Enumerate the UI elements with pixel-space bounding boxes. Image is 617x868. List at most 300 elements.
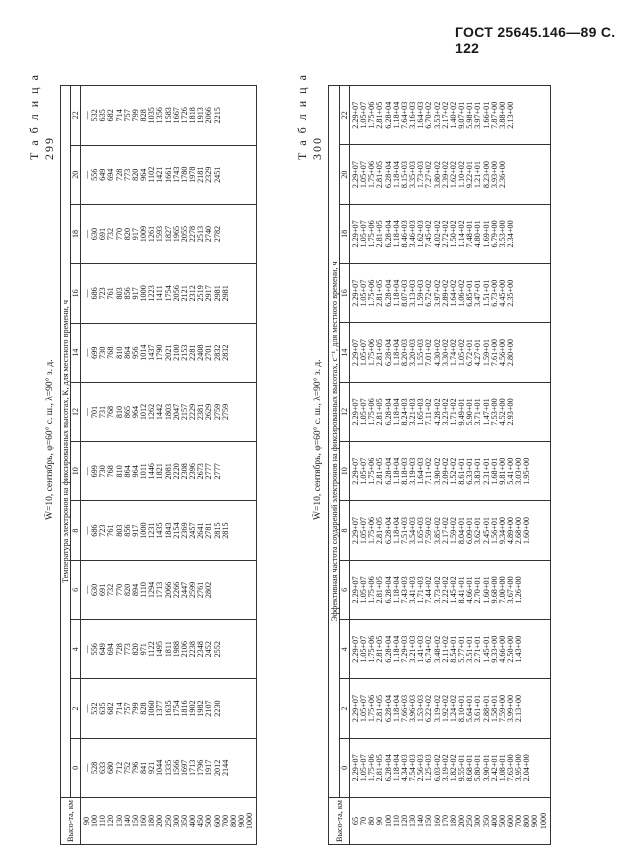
cell-value: 2.70+01 <box>473 576 483 604</box>
data-column <box>350 679 551 738</box>
cell-value: 2.04+00 <box>522 754 532 782</box>
cell-value: 9.34+00 <box>497 516 507 545</box>
cell-value: 7.59+02 <box>424 516 434 545</box>
cell-value: 1635 <box>163 700 173 717</box>
height-value: 140 <box>416 814 426 828</box>
data-column <box>81 86 257 146</box>
cell-value: 1.05+07 <box>359 576 369 604</box>
cell-value: 1014 <box>139 344 149 361</box>
cell-value: 856 <box>122 287 132 300</box>
cell-value: 1661 <box>163 166 173 183</box>
cell-value: 1913 <box>196 107 206 124</box>
cell-value: 1.26+00 <box>514 576 524 604</box>
cell-value: 4.02+02 <box>432 220 442 248</box>
cell-value: 964 <box>139 168 149 181</box>
cell-value: 1110 <box>139 582 149 598</box>
cell-value: 810 <box>114 465 124 478</box>
hour-header: 20 <box>340 145 350 204</box>
cell-value: 2.81+05 <box>375 635 385 663</box>
cell-value: 1.74+02 <box>448 338 458 367</box>
data-column <box>81 382 257 441</box>
height-value: 500 <box>204 814 214 828</box>
cell-value: 2552 <box>212 641 222 658</box>
cell-value: 796 <box>130 761 140 774</box>
cell-value: 2100 <box>171 344 181 361</box>
cell-value: 1.65+03 <box>416 398 426 426</box>
cell-value: 8.24+03 <box>399 398 409 426</box>
hour-header: 8 <box>340 501 350 560</box>
cell-value: 2599 <box>188 581 198 599</box>
cell-value: 6.28+04 <box>383 279 393 307</box>
table-299-label: Т а б л и ц а 299 <box>27 73 56 160</box>
cell-value: 730 <box>98 346 108 359</box>
cell-value: 2761 <box>196 581 206 599</box>
cell-value: 2519 <box>196 285 206 302</box>
cell-value: 2.81+05 <box>375 101 385 129</box>
cell-value: 7.53+00 <box>489 398 499 426</box>
cell-value: 820 <box>130 643 140 656</box>
cell-value: 3.53+02 <box>432 101 442 129</box>
cell-value: 1.43+00 <box>514 635 524 663</box>
height-value: 350 <box>179 814 189 828</box>
cell-value: 2408 <box>196 344 206 361</box>
cell-value: 1821 <box>155 463 165 480</box>
cell-value: 7.27+02 <box>424 161 434 189</box>
cell-value: 1.62+02 <box>448 161 458 189</box>
height-value: 400 <box>489 814 499 828</box>
cell-value: 841 <box>139 761 149 774</box>
cell-value: 3.20+03 <box>408 338 418 367</box>
cell-value: 1.18+04 <box>391 576 401 604</box>
cell-value: 3.83+01 <box>473 457 483 485</box>
cell-value: 2157 <box>179 403 189 421</box>
cell-value: 5.64+01 <box>465 694 475 723</box>
cell-value: 2452 <box>204 641 214 658</box>
cell-value: 2266 <box>171 581 181 599</box>
data-column <box>350 560 551 619</box>
cell-value: 3.73+02 <box>432 576 442 604</box>
cell-value: 1.18+04 <box>391 457 401 485</box>
cell-value: 2.29+07 <box>351 754 360 782</box>
cell-value: 1.18+04 <box>391 635 401 663</box>
cell-value: 2230 <box>212 700 222 717</box>
cell-value: 2066 <box>163 581 173 599</box>
cell-value: 1754 <box>163 285 173 302</box>
cell-value: 6.22+02 <box>424 694 434 723</box>
cell-value: 799 <box>130 109 140 122</box>
cell-value: 1.75+06 <box>367 516 377 545</box>
cell-value: — <box>82 111 91 120</box>
cell-value: 1.60+01 <box>481 576 491 604</box>
cell-value: 917 <box>130 524 140 537</box>
cell-value: 6.28+04 <box>383 516 393 545</box>
cell-value: 917 <box>130 227 140 241</box>
cell-value: 1.18+04 <box>391 161 401 189</box>
cell-value: 1.92+02 <box>440 694 450 723</box>
cell-value: 2.29+07 <box>351 101 360 129</box>
cell-value: 1223 <box>147 285 157 302</box>
hour-header: 2 <box>340 679 350 738</box>
hour-header: 10 <box>340 442 350 501</box>
cell-value: 810 <box>114 405 124 419</box>
data-column <box>350 264 551 323</box>
cell-value: 2.29+07 <box>351 457 360 485</box>
cell-value: 1726 <box>179 107 189 124</box>
cell-value: 2.17+02 <box>440 516 450 545</box>
data-column <box>350 501 551 560</box>
cell-value: 6.03+02 <box>432 754 442 782</box>
cell-value: 3.95+00 <box>514 754 524 782</box>
cell-value: 1.18+04 <box>391 279 401 307</box>
cell-value: 1.55+03 <box>416 338 426 367</box>
cell-value: 1803 <box>163 403 173 421</box>
cell-value: 7.66+03 <box>399 694 409 723</box>
height-value: 80 <box>367 816 377 826</box>
height-value: 800 <box>522 814 532 828</box>
cell-value: 1.64+02 <box>448 279 458 307</box>
cell-value: 1.75+06 <box>367 101 377 129</box>
cell-value: 1012 <box>139 403 149 421</box>
cell-value: 2047 <box>171 403 181 421</box>
cell-value: — <box>82 704 91 713</box>
cell-value: 7.48+01 <box>465 220 475 248</box>
cell-value: 2369 <box>179 522 189 539</box>
cell-value: 956 <box>130 346 140 359</box>
cell-value: 2.13+00 <box>514 694 524 723</box>
cell-value: 2451 <box>212 166 222 183</box>
cell-value: 2513 <box>196 225 206 243</box>
height-value: 110 <box>98 815 108 827</box>
data-column <box>350 204 551 263</box>
cell-value: 2.34+00 <box>505 220 515 248</box>
cell-value: 2629 <box>204 403 214 421</box>
cell-value: 2.81+05 <box>375 694 385 723</box>
cell-value: 701 <box>90 405 100 419</box>
cell-value: 6.73+00 <box>489 279 499 307</box>
cell-value: 2673 <box>196 463 206 480</box>
cell-value: 9.49+01 <box>457 398 467 426</box>
cell-value: 2981 <box>220 285 230 302</box>
cell-value: 1.21+01 <box>473 161 483 189</box>
cell-value: 649 <box>98 168 108 181</box>
cell-value: — <box>82 763 91 772</box>
cell-value: 2781 <box>204 522 214 539</box>
cell-value: 2.39+02 <box>440 161 450 189</box>
cell-value: 2641 <box>196 522 206 539</box>
cell-value: 7.01+02 <box>424 338 434 367</box>
cell-value: 2012 <box>212 759 222 777</box>
cell-value: 3.35+03 <box>408 161 418 189</box>
cell-value: 1060 <box>147 700 157 717</box>
cell-value: 6.28+04 <box>383 754 393 782</box>
height-column <box>81 798 257 845</box>
hour-header: 12 <box>340 382 350 441</box>
cell-value: 8.23+00 <box>481 161 491 189</box>
cell-value: 761 <box>106 524 116 537</box>
cell-value: 8.68+01 <box>465 754 475 782</box>
cell-value: 8.54+01 <box>448 635 458 663</box>
cell-value: 8.07+03 <box>399 279 409 307</box>
height-value: 600 <box>212 814 222 828</box>
cell-value: 2.36+00 <box>497 161 507 189</box>
cell-value: 1827 <box>163 225 173 243</box>
cell-value: 3.53+00 <box>497 220 507 248</box>
hour-header: 6 <box>71 560 81 619</box>
cell-value: 2.29+07 <box>351 398 360 426</box>
data-column <box>81 323 257 382</box>
cell-value: 2.81+05 <box>375 279 385 307</box>
cell-value: 1.05+07 <box>359 220 369 248</box>
page-header: ГОСТ 25645.146—89 С. 122 <box>455 24 616 56</box>
cell-value: 1.25+03 <box>424 754 434 782</box>
cell-value: 1.14+02 <box>457 220 467 248</box>
cell-value: 3.47+01 <box>473 279 483 307</box>
cell-value: 1.05+07 <box>359 457 369 485</box>
cell-value: 1356 <box>155 107 165 124</box>
cell-value: 3.54+03 <box>408 516 418 545</box>
cell-value: 2106 <box>179 641 189 658</box>
table-300-title: W̄=10, сентябрь, φ=60° с. ш., λ=90° з. д. <box>313 359 323 520</box>
cell-value: 2238 <box>188 641 198 658</box>
data-column <box>81 560 257 619</box>
cell-value: 1000 <box>139 285 149 302</box>
cell-value: 2.29+07 <box>351 279 360 307</box>
cell-value: 682 <box>106 702 116 715</box>
height-value: 200 <box>457 814 467 828</box>
cell-value: 1009 <box>139 225 149 243</box>
height-value: 400 <box>188 814 198 828</box>
cell-value: 6.72+01 <box>465 338 475 367</box>
cell-value: 680 <box>106 761 116 774</box>
cell-value: 2.81+05 <box>375 516 385 545</box>
cell-value: — <box>82 467 91 476</box>
cell-value: 2220 <box>171 463 181 480</box>
cell-value: 7.54+03 <box>408 754 418 782</box>
cell-value: 2056 <box>171 285 181 302</box>
height-value: 170 <box>440 814 450 828</box>
cell-value: 2759 <box>212 403 222 421</box>
cell-value: 1.05+07 <box>359 101 369 129</box>
cell-value: 3.62+01 <box>473 516 483 545</box>
data-column <box>81 264 257 323</box>
cell-value: 3.90+01 <box>481 754 491 782</box>
hour-header: 16 <box>71 264 81 323</box>
cell-value: 828 <box>139 109 149 122</box>
cell-value: 2144 <box>220 759 230 777</box>
cell-value: 1.05+07 <box>359 279 369 307</box>
data-column <box>350 86 551 145</box>
cell-value: 7.63+00 <box>505 754 515 782</box>
cell-value: 3.19+02 <box>440 754 450 782</box>
cell-value: 3.21+03 <box>408 635 418 663</box>
cell-value: 6.70+02 <box>424 101 434 129</box>
cell-value: 691 <box>98 583 108 597</box>
cell-value: 1978 <box>188 166 198 183</box>
rotated-content <box>25 50 580 850</box>
cell-value: 5.90+01 <box>465 398 475 426</box>
cell-value: 1566 <box>171 759 181 777</box>
cell-value: 1261 <box>147 225 157 243</box>
cell-value: 1697 <box>179 759 189 777</box>
rotated-sheet <box>25 50 580 850</box>
cell-value: 8.46+03 <box>399 220 409 248</box>
cell-value: 1035 <box>147 107 157 124</box>
cell-value: 6.85+01 <box>465 279 475 307</box>
cell-value: 2.93+00 <box>505 398 515 426</box>
cell-value: 6.28+04 <box>383 220 393 248</box>
height-value: 100 <box>90 814 100 828</box>
cell-value: 1.59+03 <box>416 279 426 307</box>
cell-value: 7.61+00 <box>489 338 499 367</box>
cell-value: 2.29+07 <box>351 576 360 604</box>
cell-value: 1.52+02 <box>448 457 458 485</box>
cell-value: 691 <box>98 227 108 241</box>
cell-value: 1.18+04 <box>391 754 401 782</box>
cell-value: 1.05+07 <box>359 338 369 367</box>
cell-value: 1713 <box>188 759 198 777</box>
cell-value: 3.85+02 <box>432 516 442 545</box>
cell-value: 2154 <box>171 522 181 539</box>
cell-value: 964 <box>130 405 140 419</box>
cell-value: 2.88+01 <box>481 694 491 723</box>
height-value: 1000 <box>538 812 548 830</box>
cell-value: — <box>82 585 91 595</box>
cell-value: 6.79+00 <box>489 220 499 248</box>
cell-value: 1.75+06 <box>367 457 377 485</box>
cell-value: 1377 <box>155 700 165 717</box>
cell-value: 714 <box>114 702 124 715</box>
cell-value: 1982 <box>196 700 206 717</box>
data-column <box>350 382 551 441</box>
hour-header: 14 <box>71 323 81 382</box>
cell-value: 2.80+00 <box>505 338 515 367</box>
data-column <box>350 323 551 382</box>
cell-value: 757 <box>122 109 132 122</box>
cell-value: 2066 <box>204 107 214 124</box>
cell-value: 3.30+02 <box>440 338 450 367</box>
cell-value: 2.81+05 <box>375 457 385 485</box>
cell-value: 803 <box>114 524 124 537</box>
cell-value: 1583 <box>163 107 173 124</box>
cell-value: 2.31+01 <box>481 457 491 485</box>
cell-value: 2.29+07 <box>351 161 360 189</box>
cell-value: 2.29+07 <box>351 635 360 663</box>
cell-value: 3.61+01 <box>473 694 483 723</box>
cell-value: 770 <box>114 583 124 597</box>
height-value: 600 <box>505 814 515 828</box>
cell-value: 1.10+02 <box>457 161 467 189</box>
cell-value: 1713 <box>155 581 165 599</box>
cell-value: 1.45+02 <box>448 576 458 604</box>
cell-value: 773 <box>122 643 132 656</box>
height-value: 900 <box>530 814 540 828</box>
cell-value: 3.88+00 <box>497 101 507 129</box>
cell-value: 9.22+01 <box>465 161 475 189</box>
cell-value: 820 <box>122 583 132 597</box>
cell-value: 5.41+00 <box>505 457 515 485</box>
cell-value: 2.09+02 <box>440 457 450 485</box>
cell-value: 3.48+02 <box>432 635 442 663</box>
cell-value: 1.71+03 <box>416 576 426 604</box>
cell-value: 2229 <box>188 403 198 421</box>
cell-value: 1667 <box>171 107 181 124</box>
cell-value: 1.75+06 <box>367 635 377 663</box>
cell-value: 2348 <box>196 641 206 658</box>
cell-value: 1816 <box>179 700 189 717</box>
cell-value: 2740 <box>204 225 214 243</box>
table-300 <box>328 85 551 845</box>
cell-value: 2055 <box>179 225 189 243</box>
cell-value: 2081 <box>163 463 173 480</box>
cell-value: 9.33+00 <box>489 635 499 663</box>
cell-value: 1.71+02 <box>448 398 458 426</box>
cell-value: 1.06+02 <box>457 279 467 307</box>
cell-value: 3.99+00 <box>505 694 515 723</box>
cell-value: 7.11+02 <box>424 398 434 426</box>
cell-value: 731 <box>98 405 108 419</box>
data-column <box>350 442 551 501</box>
cell-value: 1.64+03 <box>416 101 426 129</box>
cell-value: 768 <box>106 346 116 359</box>
cell-value: 1011 <box>139 463 149 480</box>
cell-value: 820 <box>130 168 140 181</box>
cell-value: 1122 <box>147 641 157 658</box>
cell-value: 714 <box>114 109 124 122</box>
height-value: 70 <box>359 816 369 826</box>
height-value: 90 <box>375 816 385 826</box>
cell-value: 1.18+04 <box>391 398 401 426</box>
cell-value: 757 <box>122 702 132 715</box>
cell-value: 1421 <box>155 166 165 183</box>
data-column <box>81 442 257 501</box>
hour-header: 10 <box>71 442 81 501</box>
cell-value: 1.18+04 <box>391 694 401 723</box>
cell-value: 6.28+04 <box>383 398 393 426</box>
cell-value: 2981 <box>212 285 222 302</box>
cell-value: 6.72+02 <box>424 279 434 307</box>
cell-value: 7.59+00 <box>497 694 507 723</box>
cell-value: 694 <box>106 643 116 656</box>
height-value: 150 <box>130 814 140 828</box>
cell-value: 2153 <box>179 344 189 361</box>
cell-value: 1811 <box>163 641 173 658</box>
cell-value: 2308 <box>179 463 189 480</box>
cell-value: 730 <box>98 465 108 478</box>
cell-value: 2021 <box>163 344 173 361</box>
cell-value: 1.64+03 <box>416 457 426 485</box>
height-value: 130 <box>408 814 418 828</box>
cell-value: 1.75+06 <box>367 338 377 367</box>
cell-value: 4.27+01 <box>473 338 483 367</box>
data-column <box>81 501 257 560</box>
cell-value: 768 <box>106 465 116 478</box>
cell-value: 633 <box>98 761 108 774</box>
cell-value: 2.56+03 <box>416 754 426 782</box>
cell-value: 917 <box>130 287 140 300</box>
cell-value: 723 <box>98 287 108 300</box>
cell-value: 1.47+01 <box>481 398 491 426</box>
cell-value: 820 <box>122 227 132 241</box>
height-value: 160 <box>432 814 442 828</box>
cell-value: — <box>82 348 91 357</box>
cell-value: 2181 <box>196 166 206 183</box>
data-column <box>81 738 257 797</box>
height-value: 500 <box>497 814 507 828</box>
cell-value: 2.11+02 <box>440 635 450 663</box>
cell-value: 2457 <box>188 522 198 539</box>
cell-value: 2.89+02 <box>440 279 450 307</box>
cell-value: 3.97+01 <box>473 101 483 129</box>
